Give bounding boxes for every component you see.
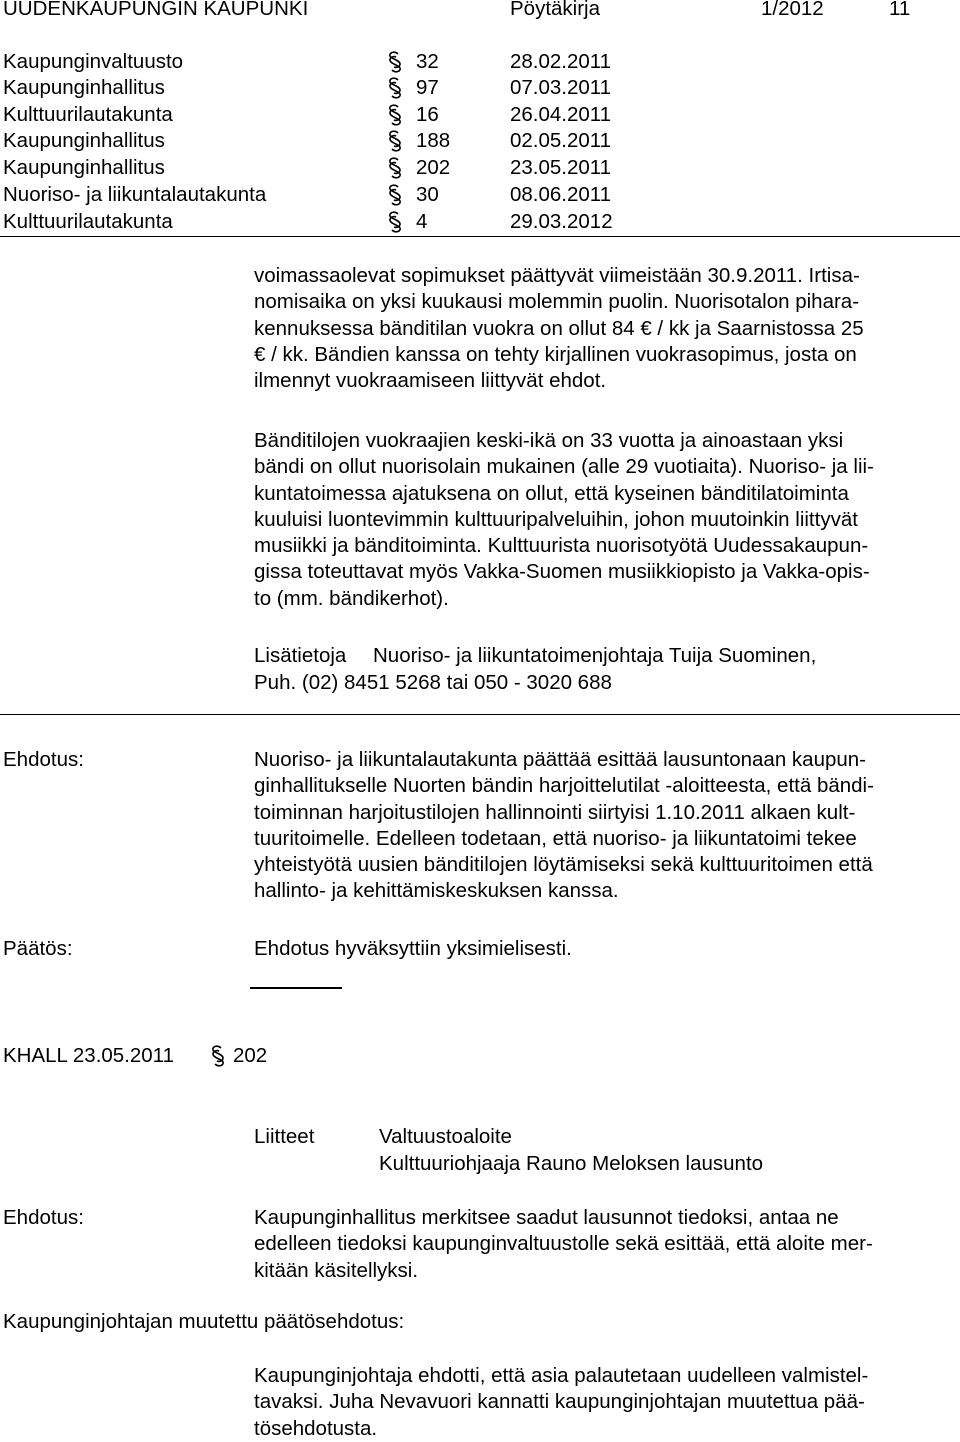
decision-label: Päätös: — [3, 937, 73, 960]
paragraph-line: Bänditilojen vuokraajien keski-ikä on 33 vuotta ja ainoastaan yksi — [254, 429, 844, 452]
history-section: 30 — [416, 183, 439, 206]
paragraph-line: Kaupunginjohtaja ehdotti, että asia palautetaan uudelleen valmistel- — [254, 1364, 869, 1387]
paragraph-line: musiikki ja bänditoiminta. Kulttuurista nuorisotyötä Uudessakaupun- — [254, 534, 869, 558]
proposal2-text — [254, 1205, 873, 1284]
page-number: 11 — [889, 0, 911, 20]
history-date: 07.03.2011 — [510, 76, 612, 99]
history-body: Kaupunginhallitus — [3, 76, 165, 99]
document-type: Pöytäkirja — [510, 0, 601, 20]
khall-section: 202 — [233, 1044, 268, 1067]
decision-end-line — [250, 987, 342, 989]
section-sign-icon — [385, 130, 405, 152]
section-sign-icon — [385, 184, 405, 206]
paragraph-line: hallinto- ja kehittämiskeskuksen kanssa. — [254, 879, 619, 903]
mayor-proposal-text — [254, 1363, 868, 1442]
body-paragraph — [254, 428, 874, 612]
history-body: Kulttuurilautakunta — [3, 210, 173, 233]
history-section: 188 — [416, 129, 451, 152]
paragraph-line: kuntatoimessa ajatuksena on ollut, että kyseinen bänditilatoiminta — [254, 481, 849, 505]
decision-text: Ehdotus hyväksyttiin yksimielisesti. — [254, 937, 572, 960]
attachments-label: Liitteet — [254, 1125, 315, 1148]
history-body: Kaupunginhallitus — [3, 129, 165, 152]
proposal-label: Ehdotus: — [3, 748, 84, 771]
history-section: 32 — [416, 50, 439, 73]
history-body: Kulttuurilautakunta — [3, 103, 173, 126]
history-date: 26.04.2011 — [510, 103, 612, 126]
attachment-item: Kulttuuriohjaaja Rauno Meloksen lausunto — [379, 1152, 764, 1175]
paragraph-line: kennuksessa bänditilan vuokra on ollut 84 € / kk ja Saarnistossa 25 — [254, 316, 864, 340]
paragraph-line: bändi on ollut nuorisolain mukainen (alle 29 vuotiaita). Nuoriso- ja lii- — [254, 455, 874, 479]
paragraph-line: yhteistyötä uusien bänditilojen löytämiseksi sekä kulttuuritoimen että — [254, 853, 873, 877]
paragraph-line: nomisaika on yksi kuukausi molemmin puolin. Nuorisotalon pihara- — [254, 290, 860, 314]
history-section: 4 — [416, 210, 428, 233]
proposal-text — [254, 747, 874, 905]
paragraph-line: Kaupunginhallitus merkitsee saadut lausunnot tiedoksi, antaa ne — [254, 1206, 839, 1229]
paragraph-line: tuuritoimelle. Edelleen todetaan, että nuoriso- ja liikuntatoimi tekee — [254, 826, 857, 850]
paragraph-line: Nuoriso- ja liikuntalautakunta päättää esittää lausuntonaan kaupun- — [254, 748, 866, 771]
organization-name: UUDENKAUPUNGIN KAUPUNKI — [3, 0, 309, 20]
history-section: 97 — [416, 76, 439, 99]
attachment-item: Valtuustoaloite — [379, 1125, 512, 1148]
history-date: 08.06.2011 — [510, 183, 612, 206]
history-date: 29.03.2012 — [510, 210, 613, 233]
history-divider — [0, 236, 960, 237]
section-sign-icon — [385, 211, 405, 233]
contact-label: Lisätietoja — [254, 644, 347, 667]
paragraph-line: gissa toteuttavat myös Vakka-Suomen musiikkiopisto ja Vakka-opis- — [254, 560, 870, 584]
body-paragraph — [254, 263, 864, 394]
khall-heading: KHALL 23.05.2011 — [3, 1044, 174, 1067]
history-section: 202 — [416, 156, 451, 179]
history-body: Nuoriso- ja liikuntalautakunta — [3, 183, 267, 206]
section-sign-icon — [208, 1045, 228, 1067]
paragraph-line: tösehdotusta. — [254, 1416, 378, 1440]
history-date: 28.02.2011 — [510, 50, 612, 73]
paragraph-line: kitään käsitellyksi. — [254, 1258, 419, 1282]
history-body: Kaupunginhallitus — [3, 156, 165, 179]
mayor-proposal-label: Kaupunginjohtajan muutettu päätösehdotus: — [3, 1310, 405, 1333]
section-divider — [0, 714, 960, 715]
history-body: Kaupunginvaltuusto — [3, 50, 184, 73]
section-sign-icon — [385, 77, 405, 99]
paragraph-line: € / kk. Bändien kanssa on tehty kirjallinen vuokrasopimus, josta on — [254, 342, 857, 366]
document-issue: 1/2012 — [761, 0, 824, 20]
paragraph-line: ginhallitukselle Nuorten bändin harjoittelutilat -aloitteesta, että bändi- — [254, 774, 874, 798]
history-date: 02.05.2011 — [510, 129, 612, 152]
paragraph-line: ilmennyt vuokraamiseen liittyvät ehdot. — [254, 369, 607, 393]
contact-person: Nuoriso- ja liikuntatoimenjohtaja Tuija Suominen, — [373, 644, 817, 667]
section-sign-icon — [385, 104, 405, 126]
paragraph-line: tavaksi. Juha Nevavuori kannatti kaupunginjohtajan muutettua pää- — [254, 1390, 865, 1414]
section-sign-icon — [385, 157, 405, 179]
paragraph-line: toiminnan harjoitustilojen hallinnointi siirtyisi 1.10.2011 alkaen kult- — [254, 800, 856, 824]
history-date: 23.05.2011 — [510, 156, 612, 179]
section-sign-icon — [385, 51, 405, 73]
paragraph-line: to (mm. bändikerhot). — [254, 586, 449, 610]
paragraph-line: kuuluisi luontevimmin kulttuuripalveluihin, johon muutoinkin liittyvät — [254, 507, 858, 531]
contact-phone: Puh. (02) 8451 5268 tai 050 - 3020 688 — [254, 671, 612, 694]
history-section: 16 — [416, 103, 439, 126]
proposal2-label: Ehdotus: — [3, 1206, 84, 1229]
paragraph-line: edelleen tiedoksi kaupunginvaltuustolle sekä esittää, että aloite mer- — [254, 1232, 873, 1256]
paragraph-line: voimassaolevat sopimukset päättyvät viimeistään 30.9.2011. Irtisa- — [254, 264, 860, 287]
